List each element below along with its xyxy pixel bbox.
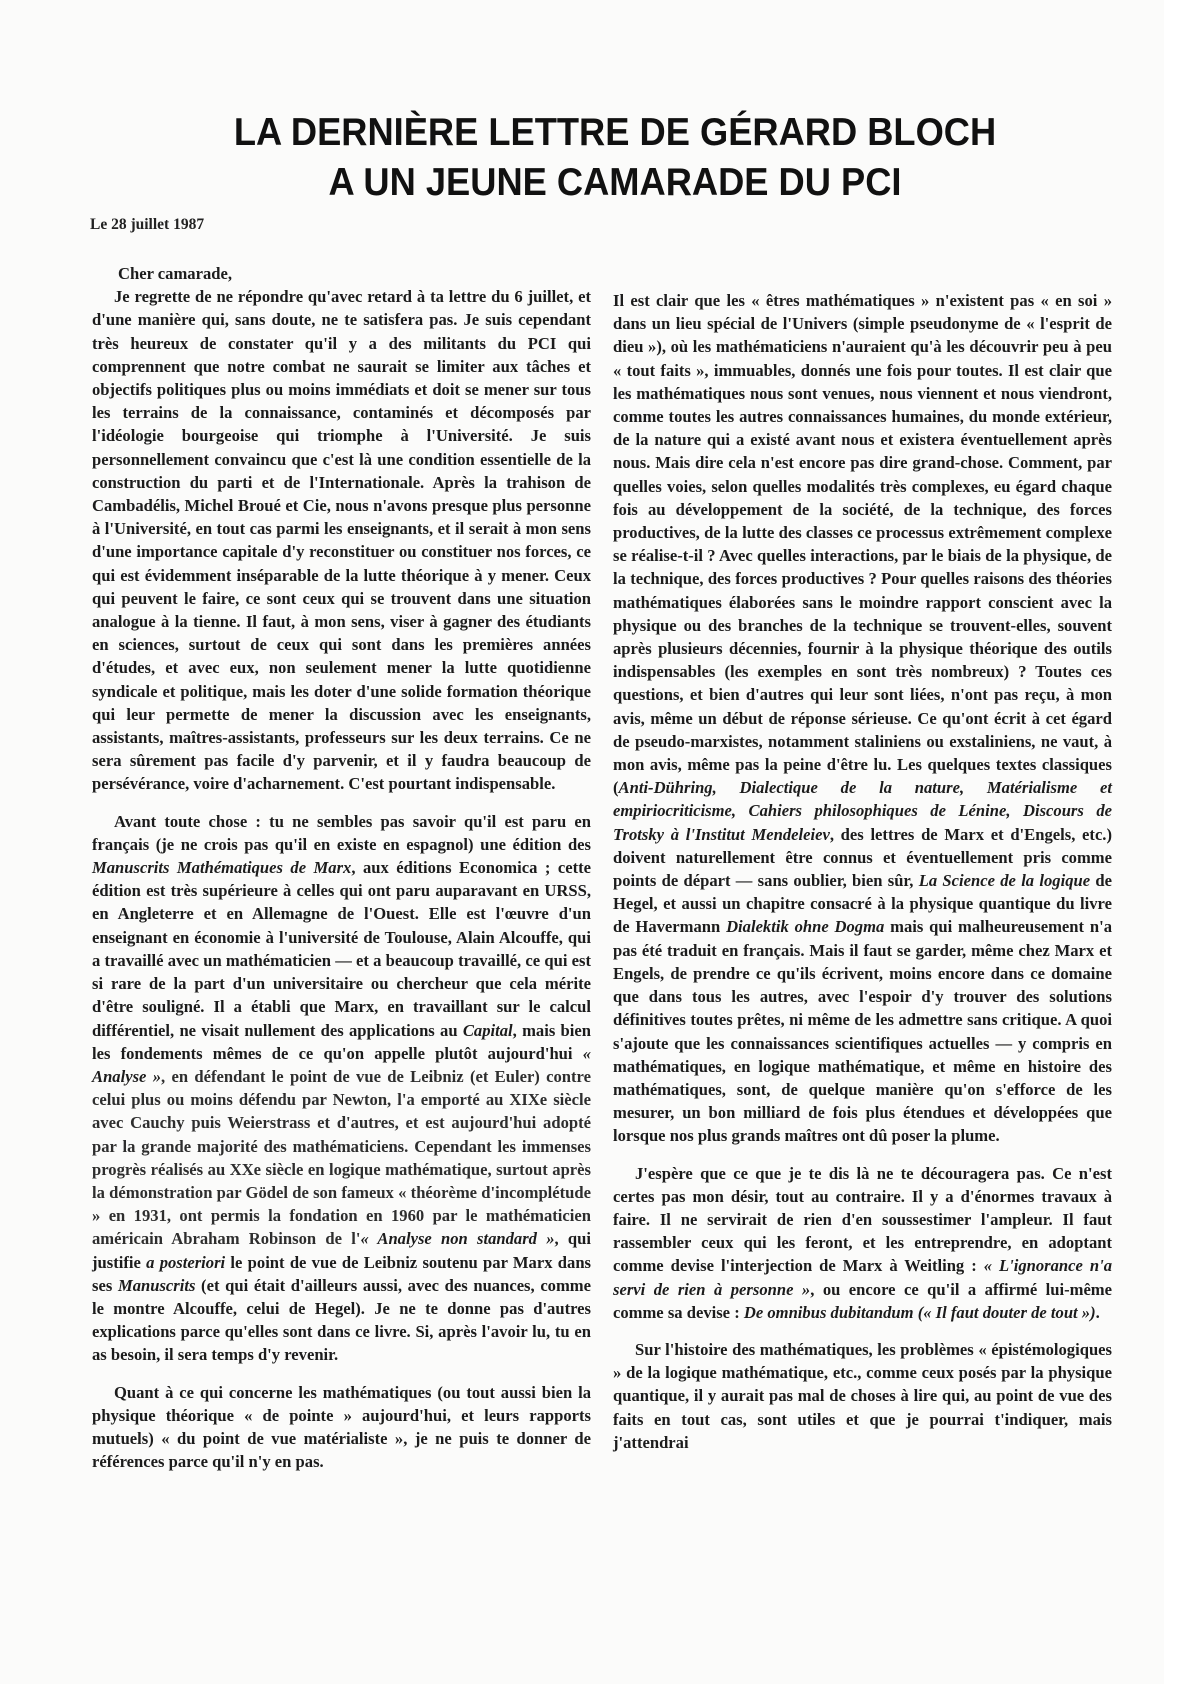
paragraph-manuscripts	[92, 810, 591, 1367]
term-manuscrits: Manuscrits	[117, 1275, 196, 1295]
text-run: .	[1095, 1302, 1100, 1322]
book-title-capital: Capital	[462, 1020, 513, 1040]
text-run: , aux éditions Economica ; cette édition est très supérieure à celles qui ont paru auparavant en URSS, en Angleterre et en Allemagne de l'Ouest. Elle est l'œuvre d'un enseignant en économie à l'université de Toulouse, Alain Alcouffe, qui a travaillé avec un mathématicien — et a beaucoup travaillé, ce qui est si rare de la part d'un universitaire ou chercheur que cela mérite d'être souligné. Il a établi que Marx, en travaillant sur le calcul différentiel, ne visait nullement des applications au	[92, 858, 591, 1040]
title-line-2: A UN JEUNE CAMARADE DU PCI	[328, 161, 902, 204]
text-run: , mais bien les fondements mêmes de ce qu'on appelle plutôt aujourd'hui	[92, 1020, 591, 1063]
title-line-1: LA DERNIÈRE LETTRE DE GÉRARD BLOCH	[233, 111, 997, 154]
right-column	[613, 289, 1112, 1462]
text-run: , des lettres de Marx et d'Engels, etc.) doivent naturellement être connus et éventuellement pris comme points de départ — sans oublier, bien sûr,	[613, 824, 1112, 891]
article-title	[183, 108, 1048, 208]
paragraph-encouragement	[613, 1162, 1112, 1324]
text-run: (et qui était d'ailleurs aussi, avec des nuances, comme le montre Alcouffe, celui de Hegel). Je ne te donne pas d'autres explications parce qu'elles sont dans ce livre. Si, après l'avoir lu, tu en as besoin, il sera temps d'y revenir.	[92, 1275, 591, 1365]
text-run: Il est clair que les « êtres mathématiques » n'existent pas « en soi » dans un lieu spécial de l'Univers (simple pseudonyme de « l'esprit de dieu »), où les mathématiciens n'auraient qu'à les découvrir peu à peu « tout faits », immuables, donnés une fois pour toutes. Il est clair que les mathématiques nous sont venues, nous viennent et nous viendront, comme toutes les autres connaissances humaines, du monde extérieur, de la nature qui a existé avant nous et existera éventuellement après nous. Mais dire cela n'est encore pas dire grand-chose. Comment, par quelles voies, selon quelles modalités très complexes, eu égard chaque fois au développement de la société, de la technique, des forces productives, de la lutte des classes ce processus extrêmement complexe se réalise-t-il ? Avec quelles interactions, par le biais de la physique, de la technique, des forces productives ? Pour quelles raisons des théories mathématiques élaborées sans le moindre rapport conscient avec la physique ou des branches de la technique se trouvent-elles, souvent après plusieurs décennies, fournir à la physique théorique des outils indispensables (les exemples en sont très nombreux) ? Toutes ces questions, et bien d'autres qui leur sont liées, n'ont pas reçu, à mon avis, même un début de réponse sérieuse. Ce qu'ont écrit à cet égard de pseudo-marxistes, notamment staliniens ou exstaliniens, ne vaut, à mon avis, même pas la peine d'être lu. Les quelques textes classiques (	[613, 291, 1112, 798]
text-run: mais qui malheureusement n'a pas été traduit en français. Mais il faut se garder, même chez Marx et Engels, de prendre ce qu'ils écrivent, moins encore dans ce domaine que dans tous les autres, avec l'espoir d'y trouver des solutions définitives toutes prêtes, ni même de les admettre sans critique. A quoi s'ajoute que les connaissances scientifiques actuelles — y compris en mathématiques, en logique mathématique, et même en histoire des mathématiques, sont, de quelque manière qu'on s'efforce de les mesurer, un bon milliard de fois plus étendues et développées que lorsque nos plus grands maîtres ont dû poser la plume.	[613, 917, 1112, 1146]
paragraph-mathematics: Quant à ce qui concerne les mathématiques (ou tout aussi bien la physique théorique « de pointe » aujourd'hui, et leurs rapports mutuels) « du point de vue matérialiste », je ne puis te donner de références parce qu'il n'y en pas.	[92, 1382, 591, 1472]
paragraph-mathematical-beings	[613, 289, 1112, 1148]
text-run: , ou encore ce qu'il a affirmé lui-même comme sa devise :	[613, 1279, 1112, 1322]
text-run: de Hegel, et aussi un chapitre consacré à la physique quantique du livre de Havermann	[613, 871, 1112, 937]
greeting: Cher camarade,	[118, 264, 232, 283]
text-run: , en défendant le point de vue de Leibniz (et Euler) contre celui plus ou moins défendu par Newton, l'a emporté au XIXe siècle avec Cauchy puis Weierstrass et d'autres, et est aujourd'hui adopté par la grande majorité des mathématiciens. Cependant les immenses progrès réalisés au XXe siècle en logique mathématique, surtout après la démonstration par Gödel de son fameux « théorème d'incomplétude » en 1931, ont permis la fondation en 1960 par le mathématicien américain Abraham Robinson de l'	[92, 1066, 591, 1249]
book-title-science-logique: La Science de la logique	[918, 871, 1091, 891]
text-run: J'espère que ce que je te dis là ne te découragera pas. Ce n'est certes pas mon désir, tout au contraire. Il y a d'énormes travaux à faire. Il ne servirait de rien d'en soussestimer l'ampleur. Il faut rassembler ceux qui les feront, et les entreprendre, en adoptant comme devise l'interjection de Marx à Weitling :	[613, 1163, 1112, 1276]
classic-texts-titles: Anti-Dühring, Dialectique de la nature, Matérialisme et empiriocriticisme, Cahiers philosophiques de Lénine, Discours de Trotsky à l'Institut Mendeleiev	[613, 778, 1112, 844]
left-column	[92, 262, 591, 1481]
text-run: Avant toute chose : tu ne sembles pas savoir qu'il est paru en français (je ne crois pas qu'il en existe en espagnol) une édition des	[92, 811, 591, 854]
book-title-dialektik: Dialektik ohne Dogma	[726, 917, 885, 937]
quote-de-omnibus: De omnibus dubitandum (« Il faut douter de tout »)	[743, 1302, 1096, 1322]
term-analyse: « Analyse »	[92, 1043, 591, 1086]
term-a-posteriori: a posteriori	[146, 1252, 226, 1272]
quote-ignorance: « L'ignorance n'a servi de rien à personne »	[613, 1256, 1112, 1299]
term-analyse-non-standard: « Analyse non standard »	[360, 1229, 555, 1249]
text-run: le point de vue de Leibniz soutenu par Marx dans ses	[92, 1252, 592, 1295]
letter-date: Le 28 juillet 1987	[90, 216, 205, 233]
paragraph-intro: Je regrette de ne répondre qu'avec retard à ta lettre du 6 juillet, et d'une manière qui, sans doute, ne te satisfera pas. Je suis cependant très heureux de constater qu'il y a des militants du PCI qui comprennent que notre combat ne saurait se limiter aux tâches et objectifs politiques plus ou moins immédiats et doit se mener sur tous les terrains de la connaissance, contaminés et décomposés par l'idéologie bourgeoise qui triomphe à l'Université. Je suis personnellement convaincu que c'est là une condition essentielle de la construction du parti et de l'Internationale. Après la trahison de Cambadélis, Michel Broué et Cie, nous n'avons presque plus personne à l'Université, en tout cas parmi les enseignants, et il serait à mon sens d'une importance capitale d'y reconstituer ou constituer nos forces, ce qui est évidemment inséparable de la lutte théorique à y mener. Ceux qui peuvent le faire, ce sont ceux qui se trouvent dans une situation analogue à la tienne. Il faut, à mon sens, viser à gagner des étudiants en sciences, surtout de ceux qui sont dans les premières années d'études, et avec eux, non seulement mener la lutte quotidienne syndicale et politique, mais les doter d'une solide formation théorique qui leur permette de mener la discussion avec les enseignants, assistants, maîtres-assistants, professeurs sur les deux terrains. Ce ne sera sûrement pas facile d'y parvenir, et il y faudra beaucoup de persévérance, voire d'acharnement. C'est pourtant indispensable.	[92, 287, 591, 794]
paragraph-history: Sur l'histoire des mathématiques, les problèmes « épistémologiques » de la logique mathématique, etc., comme ceux posés par la physique quantique, il y aurait pas mal de choses à lire qui, au point de vue des faits en tout cas, sont utiles et que je pourrai t'indiquer, mais j'attendrai	[613, 1339, 1112, 1452]
book-title-manuscrits: Manuscrits Mathématiques de Marx	[92, 858, 352, 878]
text-run: , qui justifie	[92, 1229, 591, 1272]
